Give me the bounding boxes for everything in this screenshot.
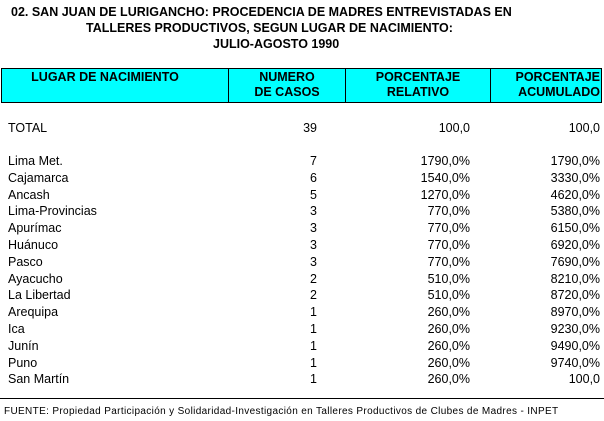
table-row [0, 304, 604, 320]
row-casos: 1 [310, 372, 317, 387]
row-acumulado: 8970,0% [550, 305, 600, 320]
table-row [0, 153, 604, 169]
row-casos: 3 [310, 238, 317, 252]
table-row [0, 220, 604, 236]
table-row [0, 203, 604, 219]
row-casos: 6 [310, 170, 317, 185]
row-casos: 2 [310, 288, 317, 303]
row-casos: 7 [310, 154, 317, 168]
row-lugar: Apurímac [8, 221, 62, 236]
header-lugar-label: LUGAR DE NACIMIENTO [31, 70, 179, 84]
header-lugar [2, 69, 229, 102]
row-lugar: Lima Met. [8, 154, 63, 168]
row-acumulado: 9490,0% [550, 338, 600, 353]
row-casos: 3 [310, 204, 317, 219]
total-acumulado: 100,0 [568, 121, 600, 135]
footer-divider [0, 398, 604, 399]
table-row [0, 254, 604, 270]
header-casos-line2: DE CASOS [254, 85, 320, 99]
row-lugar: Huánuco [8, 238, 59, 252]
row-relativo: 260,0% [427, 305, 470, 320]
row-casos: 1 [310, 338, 317, 353]
row-acumulado: 6920,0% [550, 238, 600, 252]
row-relativo: 260,0% [427, 355, 470, 370]
row-lugar: Arequipa [8, 305, 59, 320]
row-casos: 1 [310, 355, 317, 370]
table-row [0, 271, 604, 287]
header-acumulado-line2: ACUMULADO [518, 85, 600, 99]
row-acumulado: 7690,0% [550, 254, 600, 269]
row-relativo: 510,0% [427, 288, 470, 303]
table-row [0, 170, 604, 186]
total-row [0, 120, 604, 136]
row-lugar: Ancash [8, 187, 50, 202]
row-acumulado: 8210,0% [550, 271, 600, 286]
title-line-2: TALLERES PRODUCTIVOS, SEGUN LUGAR DE NACIMIENTO: [86, 21, 453, 35]
row-relativo: 260,0% [427, 338, 470, 353]
row-casos: 5 [310, 187, 317, 202]
total-label: TOTAL [8, 121, 48, 135]
title-line-1: 02. SAN JUAN DE LURIGANCHO: PROCEDENCIA DE MADRES ENTREVISTADAS EN [11, 5, 512, 19]
row-acumulado: 3330,0% [550, 170, 600, 185]
row-lugar: San Martín [8, 372, 70, 387]
row-lugar: Ayacucho [8, 271, 63, 286]
row-relativo: 770,0% [427, 221, 470, 236]
row-acumulado: 100,0 [568, 372, 600, 387]
row-relativo: 1270,0% [420, 187, 470, 202]
header-relativo-line2: RELATIVO [386, 85, 450, 99]
row-acumulado: 4620,0% [550, 187, 600, 202]
row-acumulado: 6150,0% [550, 221, 600, 236]
header-casos-line1: NUMERO [259, 70, 315, 84]
table-row [0, 287, 604, 303]
row-casos: 1 [310, 322, 317, 336]
row-lugar: Lima-Provincias [8, 204, 97, 219]
total-casos: 39 [303, 121, 317, 135]
row-lugar: Ica [8, 322, 25, 336]
row-casos: 3 [310, 221, 317, 236]
table-row [0, 237, 604, 253]
row-relativo: 770,0% [427, 238, 470, 252]
header-relativo [346, 69, 491, 102]
table-row [0, 338, 604, 354]
row-lugar: Junín [8, 338, 39, 353]
table-row [0, 321, 604, 337]
table-header [1, 68, 602, 103]
row-relativo: 770,0% [427, 254, 470, 269]
row-relativo: 260,0% [427, 372, 470, 387]
total-relativo: 100,0 [438, 121, 470, 135]
row-acumulado: 5380,0% [550, 204, 600, 219]
header-acumulado [491, 69, 601, 102]
row-relativo: 770,0% [427, 204, 470, 219]
row-lugar: Puno [8, 355, 38, 370]
row-relativo: 260,0% [427, 322, 470, 336]
header-casos [229, 69, 346, 102]
row-lugar: Pasco [8, 254, 43, 269]
row-relativo: 510,0% [427, 271, 470, 286]
row-acumulado: 9740,0% [550, 355, 600, 370]
row-acumulado: 9230,0% [550, 322, 600, 336]
header-acumulado-line1: PORCENTAJE [515, 70, 600, 84]
header-relativo-line1: PORCENTAJE [375, 70, 461, 84]
table-row [0, 187, 604, 203]
row-casos: 2 [310, 271, 317, 286]
row-relativo: 1540,0% [420, 170, 470, 185]
source-footer: FUENTE: Propiedad Participación y Solidaridad-Investigación en Talleres Productivos de Clubes de Madres - INPET [4, 406, 559, 417]
table-row [0, 371, 604, 387]
table-row [0, 355, 604, 371]
title-line-3: JULIO-AGOSTO 1990 [213, 37, 340, 51]
row-casos: 1 [310, 305, 317, 320]
row-acumulado: 1790,0% [550, 154, 600, 168]
row-acumulado: 8720,0% [550, 288, 600, 303]
row-relativo: 1790,0% [420, 154, 470, 168]
row-lugar: La Libertad [8, 288, 71, 303]
row-lugar: Cajamarca [8, 170, 69, 185]
row-casos: 3 [310, 254, 317, 269]
